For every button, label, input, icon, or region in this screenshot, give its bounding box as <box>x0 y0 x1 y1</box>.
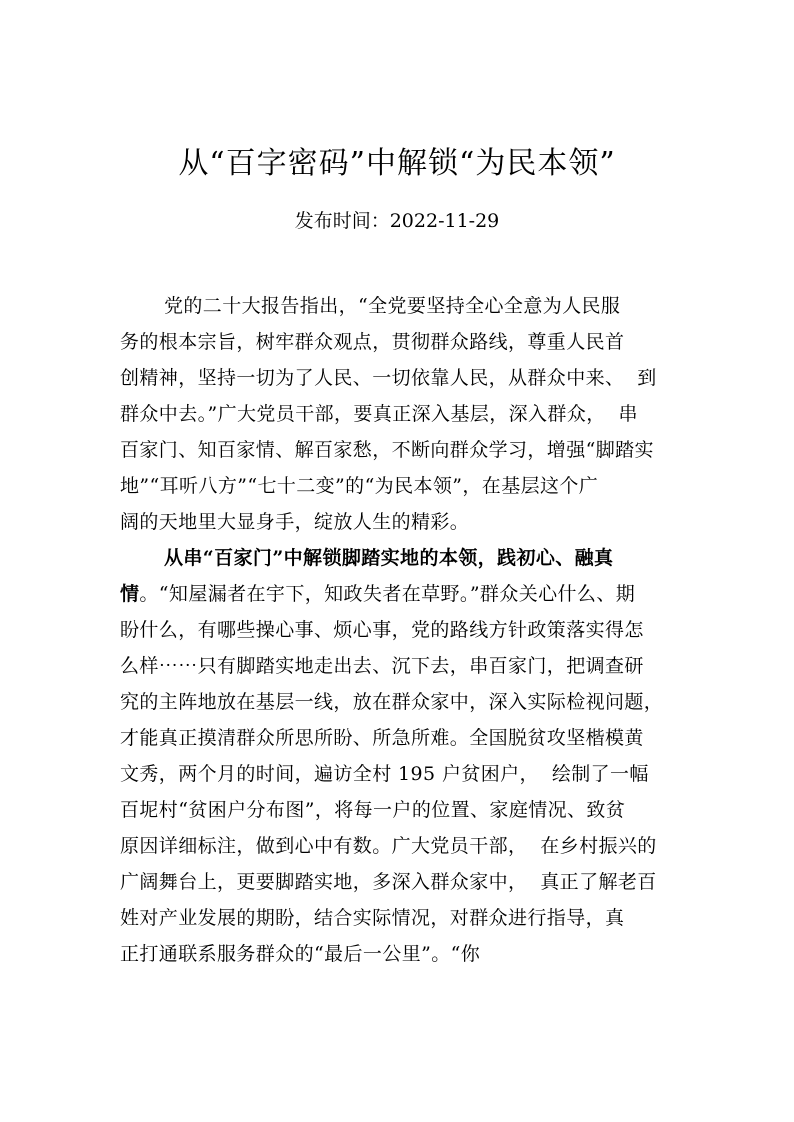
paragraph-line: 阔的天地里大显身手，绽放人生的精彩。 <box>120 511 470 533</box>
paragraph-line: 党的二十大报告指出，“全党要坚持全心全意为人民服 <box>164 295 621 317</box>
paragraph-line: 百坭村“贫困户分布图”，将每一户的位置、家庭情况、致贫 <box>120 799 626 821</box>
paragraph-line: 正打通联系服务群众的“最后一公里”。“你 <box>120 943 481 965</box>
paragraph-line <box>120 581 635 607</box>
paragraph-line: 么样⋯⋯只有脚踏实地走出去、沉下去，串百家门，把调查研 <box>120 655 644 677</box>
paragraph-line: 群众中去。”广大党员干部，要真正深入基层，深入群众， 串 <box>120 403 638 425</box>
article-title: 从“百字密码”中解锁“为民本领” <box>178 146 616 181</box>
paragraph-line: 才能真正摸清群众所思所盼、所急所难。全国脱贫攻坚楷模黄 <box>120 727 644 749</box>
paragraph-line: 盼什么，有哪些操心事、烦心事，党的路线方针政策落实得怎 <box>120 619 644 641</box>
paragraph-line: 百家门、知百家情、解百家愁，不断向群众学习，增强“脚踏实 <box>120 439 654 461</box>
paragraph-line: 姓对产业发展的期盼，结合实际情况，对群众进行指导，真 <box>120 907 625 929</box>
paragraph-line: 文秀，两个月的时间，遍访全村 195 户贫困户， 绘制了一幅 <box>120 763 649 785</box>
paragraph-text: 。“知屋漏者在宇下，知政失者在草野。”群众关心什么、期 <box>139 583 636 605</box>
paragraph-line: 原因详细标注，做到心中有数。广大党员干部， 在乡村振兴的 <box>120 835 657 857</box>
publish-date: 发布时间：2022-11-29 <box>294 210 500 232</box>
paragraph-line: 创精神，坚持一切为了人民、一切依靠人民，从群众中来、 到 <box>120 367 657 389</box>
paragraph-line: 务的根本宗旨，树牢群众观点，贯彻群众路线，尊重人民首 <box>120 331 625 353</box>
section-heading: 从串“百家门”中解锁脚踏实地的本领，践初心、融真 <box>164 547 614 569</box>
paragraph-line: 究的主阵地放在基层一线，放在群众家中，深入实际检视问题， <box>120 691 664 713</box>
section-heading-end: 情 <box>120 583 140 605</box>
paragraph-line: 广阔舞台上，更要脚踏实地，多深入群众家中， 真正了解老百 <box>120 871 657 893</box>
paragraph-line: 地”“耳听八方”“七十二变”的“为民本领”，在基层这个广 <box>120 475 599 497</box>
